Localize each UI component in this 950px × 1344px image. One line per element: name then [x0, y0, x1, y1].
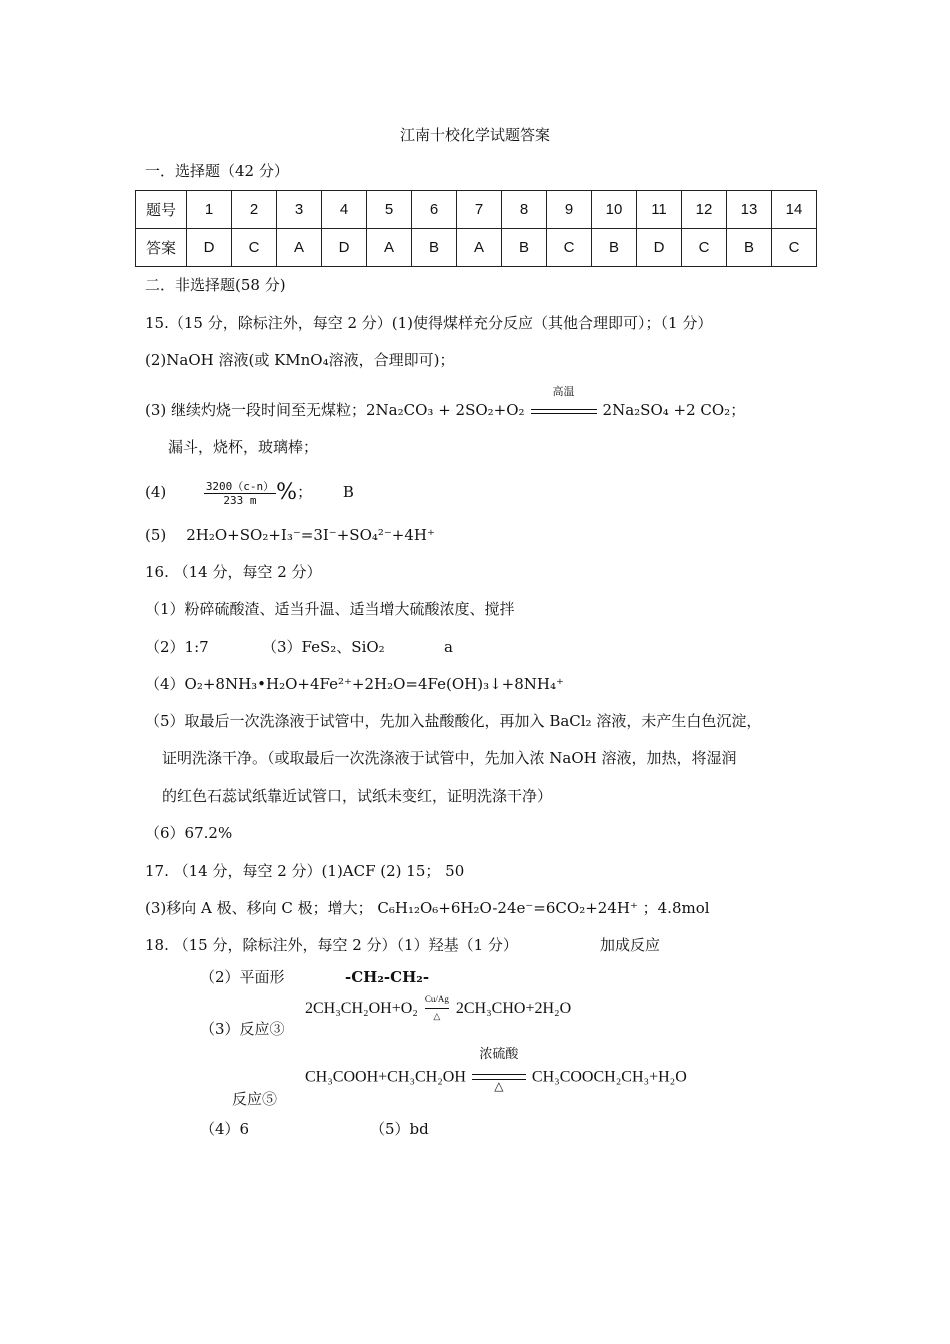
- fraction-numerator: 3200（c-n）: [205, 479, 275, 493]
- q15-line3-products: 2Na₂SO₄ +2 CO₂；: [602, 401, 746, 419]
- q15-line4: 漏斗，烧杯，玻璃棒；: [168, 438, 319, 456]
- answer-cell: A: [367, 229, 412, 267]
- q15-line5: [145, 478, 354, 507]
- eq5-reactants: CH₃COOH+CH₃CH₂OH: [305, 1068, 466, 1086]
- q18-line1b: 加成反应: [600, 936, 661, 954]
- q15-line3-text: (3) 继续灼烧一段时间至无煤粒；2Na₂CO₃ + 2SO₂+O₂: [145, 401, 525, 419]
- q15-4-label: (4): [145, 483, 167, 501]
- answer-cell: C: [772, 229, 817, 267]
- answer-cell: B: [412, 229, 457, 267]
- q15-line2: (2)NaOH 溶液(或 KMnO₄溶液，合理即可)；: [145, 351, 455, 369]
- eq3-products: 2CH₃CHO+2H₂O: [455, 1000, 572, 1017]
- q16-line1: 16. （14 分，每空 2 分）: [145, 563, 322, 581]
- q15-line3: [145, 385, 746, 420]
- q18-line6b: （5）bd: [370, 1120, 429, 1138]
- q18-line2b: -CH₂-CH₂-: [345, 968, 430, 986]
- section-heading-choice: 一．选择题（42 分）: [145, 162, 289, 180]
- answer-cell: A: [277, 229, 322, 267]
- q15-5-equation: 2H₂O+SO₂+I₃⁻=3I⁻+SO₄²⁻+4H⁺: [186, 526, 435, 544]
- arrow-cu-ag-heat: [422, 994, 452, 1022]
- q15-line1: 15.（15 分，除标注外，每空 2 分）(1)使得煤样充分反应（其他合理即可）；（1 分）: [145, 314, 713, 332]
- q15-5-label: (5): [145, 526, 167, 544]
- q18-equation3: [305, 994, 572, 1022]
- question-number-cell: 10: [592, 191, 637, 229]
- answer-cell: D: [637, 229, 682, 267]
- q16-line3c: a: [444, 638, 453, 656]
- answer-cell: B: [502, 229, 547, 267]
- answer-cell: D: [322, 229, 367, 267]
- q15-4-answer: B: [342, 483, 354, 501]
- question-number-cell: 2: [232, 191, 277, 229]
- row-header-number: 题号: [136, 191, 187, 229]
- answer-cell: B: [592, 229, 637, 267]
- answer-cell: B: [727, 229, 772, 267]
- question-number-cell: 6: [412, 191, 457, 229]
- question-number-cell: 8: [502, 191, 547, 229]
- q16-line7: 的红色石蕊试纸靠近试管口，试纸未变红，证明洗涤干净）: [162, 787, 553, 805]
- reversible-arrow: [472, 1046, 526, 1093]
- q17-line2: (3)移向 A 极、移向 C 极；增大； C₆H₁₂O₆+6H₂O-24e⁻=6CO₂+24H⁺ ；4.8mol: [145, 899, 710, 917]
- q16-line3a: （2）1:7: [145, 638, 209, 656]
- q17-line1: 17. （14 分，每空 2 分）(1)ACF (2) 15； 50: [145, 862, 465, 880]
- percent-sign: %: [276, 480, 298, 505]
- fraction-denominator: 233 m: [223, 493, 257, 507]
- q15-line6: [145, 526, 435, 544]
- q18-line2a: （2）平面形: [200, 968, 285, 986]
- question-number-cell: 11: [637, 191, 682, 229]
- answer-cell: C: [682, 229, 727, 267]
- eq5-products: CH₃COOCH₂CH₃+H₂O: [531, 1068, 687, 1086]
- section-heading-nonchoice: 二．非选择题(58 分): [145, 276, 286, 294]
- question-number-cell: 13: [727, 191, 772, 229]
- condition-label: 浓硫酸: [479, 1046, 519, 1061]
- table-row-answers: [136, 229, 817, 267]
- answer-table: [135, 190, 817, 267]
- q18-line5-label: 反应⑤: [232, 1090, 278, 1108]
- equals-sign-high-temp: [531, 385, 597, 420]
- fraction: [204, 480, 276, 507]
- question-number-cell: 9: [547, 191, 592, 229]
- row-header-answer: 答案: [136, 229, 187, 267]
- question-number-cell: 1: [187, 191, 232, 229]
- q18-equation5: [305, 1046, 687, 1093]
- question-number-cell: 14: [772, 191, 817, 229]
- question-number-cell: 3: [277, 191, 322, 229]
- q16-line4: （4）O₂+8NH₃•H₂O+4Fe²⁺+2H₂O=4Fe(OH)₃↓+8NH₄⁺: [145, 675, 564, 693]
- answer-cell: D: [187, 229, 232, 267]
- q16-line8: （6）67.2%: [145, 824, 233, 842]
- question-number-cell: 4: [322, 191, 367, 229]
- answer-cell: C: [547, 229, 592, 267]
- page-title: 江南十校化学试题答案: [399, 126, 550, 144]
- q16-line2: （1）粉碎硫酸渣、适当升温、适当增大硫酸浓度、搅拌: [145, 600, 515, 618]
- condition-label: Cu/Ag: [424, 994, 449, 1005]
- separator: ；: [297, 483, 313, 501]
- question-number-cell: 7: [457, 191, 502, 229]
- q18-line6a: （4）6: [200, 1120, 250, 1138]
- eq3-reactants: 2CH₃CH₂OH+O₂: [305, 1000, 418, 1017]
- condition-label: 高温: [552, 385, 575, 398]
- q16-line6: 证明洗涤干净。（或取最后一次洗涤液于试管中，先加入浓 NaOH 溶液，加热，将湿润: [162, 749, 737, 767]
- heat-icon: △: [494, 1079, 504, 1093]
- answer-cell: C: [232, 229, 277, 267]
- q18-line1: 18. （15 分，除标注外，每空 2 分）（1）羟基（1 分）: [145, 936, 518, 954]
- heat-icon: △: [433, 1011, 441, 1022]
- answer-cell: A: [457, 229, 502, 267]
- q16-line5: （5）取最后一次洗涤液于试管中，先加入盐酸酸化，再加入 BaCl₂ 溶液，未产生白色沉淀，: [145, 712, 762, 730]
- question-number-cell: 5: [367, 191, 412, 229]
- question-number-cell: 12: [682, 191, 727, 229]
- q16-line3b: （3）FeS₂、SiO₂: [262, 638, 385, 656]
- q18-line3-label: （3）反应③: [200, 1020, 285, 1038]
- table-row-question-numbers: [136, 191, 817, 229]
